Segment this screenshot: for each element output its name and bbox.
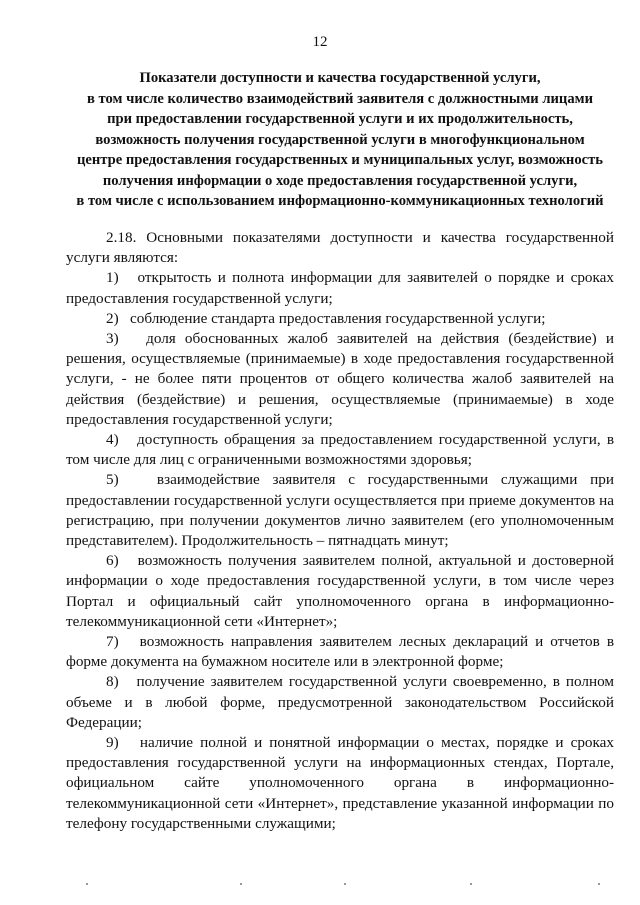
heading-line: в том числе с использованием информационно-коммуникационных технологий [76,193,604,209]
scan-dot [344,883,346,885]
heading-line: Показатели доступности и качества государственной услуги, [139,70,541,86]
list-item-4: 4) доступность обращения за предоставлением государственной услуги, в том числе для лиц с ограниченными возможностями здоровья; [66,431,614,469]
heading-line: возможность получения государственной услуги в многофункциональном [95,131,585,148]
list-item-3: 3) доля обоснованных жалоб заявителей на действия (бездействие) и решения, осуществляемые (принимаемые) в ходе предоставления государственной услуги, - не более пяти процентов от общего количества жалоб заявителей на действия (бездействие) и решения, осуществляемые (принимаемые) в ходе предоставления государственной услуги; [66,330,614,428]
heading-line: центре предоставления государственных и муниципальных услуг, возможность [77,152,603,168]
heading-line: при предоставлении государственной услуги и их продолжительность, [107,111,573,127]
paragraph-intro: 2.18. Основными показателями доступности и качества государственной услуги являются: [66,229,614,267]
list-item-7: 7) возможность направления заявителем лесных деклараций и отчетов в форме документа на бумажном носителе или в электронной форме; [66,633,614,671]
heading-line: в том числе количество взаимодействий заявителя с должностными лицами [87,90,593,107]
scan-dot [86,883,88,885]
page-number: 12 [312,34,328,50]
list-item-2: 2) соблюдение стандарта предоставления государственной услуги; [106,309,546,327]
list-item-5: 5) взаимодействие заявителя с государственными служащими при предоставлении государственной услуги осуществляется при приеме документов на регистрацию, при получении документов лично заявителем (его уполномоченным представителем). Продолжительность – пятнадцать минут; [66,471,614,550]
list-item-9: 9) наличие полной и понятной информации о местах, порядке и сроках предоставления государственной услуги на информационных стендах, Портале, официальном сайте уполномоченного органа в информационно-телекоммуникационной сети «Интернет», представление указанной информации по телефону государственными служащими; [66,734,614,832]
section-heading [60,68,620,212]
scan-dot [470,883,472,885]
list-item-8: 8) получение заявителем государственной услуги своевременно, в полном объеме и в любой форме, предусмотренной законодательством Российской Федерации; [66,673,614,731]
scan-dots [0,883,640,887]
scan-dot [598,883,600,885]
list-item-6: 6) возможность получения заявителем полной, актуальной и достоверной информации о ходе предоставления государственной услуги, в том числе через Портал и официальный сайт уполномоченного органа в информационно-телекоммуникационной сети «Интернет»; [66,552,614,630]
heading-line: получения информации о ходе предоставления государственной услуги, [102,172,578,189]
list-item-1: 1) открытость и полнота информации для заявителей о порядке и сроках предоставления государственной услуги; [66,269,614,307]
body-text [66,228,614,834]
scan-dot [240,883,242,885]
